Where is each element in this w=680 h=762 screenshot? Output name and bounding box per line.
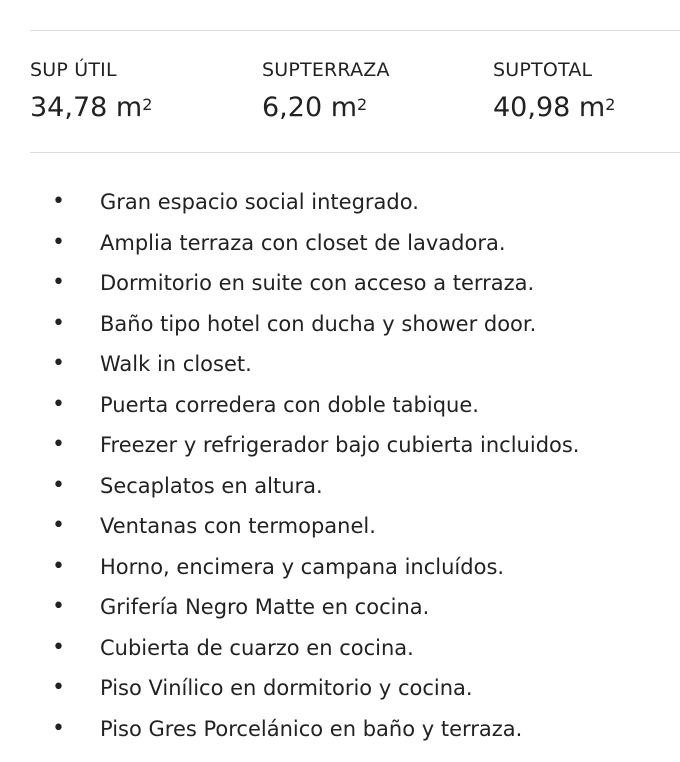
bullet-icon: • xyxy=(52,472,65,498)
bullet-icon: • xyxy=(52,675,65,700)
stat-label: SUPTOTAL xyxy=(493,59,593,81)
feature-text: Cubierta de cuarzo en cocina. xyxy=(100,635,414,660)
list-item xyxy=(0,182,680,223)
feature-text: Baño tipo hotel con ducha y shower door. xyxy=(100,311,537,336)
section-divider xyxy=(30,152,680,153)
top-divider xyxy=(30,30,680,31)
bullet-icon: • xyxy=(52,189,65,214)
bullet-icon: • xyxy=(52,310,65,336)
stat-value xyxy=(30,92,152,124)
list-item xyxy=(0,506,680,547)
feature-text: Piso Vinílico en dormitorio y cocina. xyxy=(100,676,473,700)
stat-value xyxy=(493,92,615,124)
stat-sup-util xyxy=(30,58,152,124)
stat-value-number: 40,98 m xyxy=(493,92,606,123)
list-item xyxy=(0,344,680,385)
bullet-icon: • xyxy=(52,513,65,538)
list-item xyxy=(0,223,680,264)
list-item xyxy=(0,466,680,507)
stat-value-unit-exponent: 2 xyxy=(357,95,368,114)
list-item xyxy=(0,385,680,426)
stat-label: SUP ÚTIL xyxy=(30,59,117,81)
surface-stats xyxy=(0,58,680,138)
list-item xyxy=(0,668,680,709)
feature-text: Amplia terraza con closet de lavadora. xyxy=(100,230,506,255)
stat-sup-terraza xyxy=(262,58,390,124)
stat-value xyxy=(262,92,390,124)
feature-text: Dormitorio en suite con acceso a terraza. xyxy=(100,271,535,295)
feature-text: Piso Gres Porcelánico en baño y terraza. xyxy=(100,716,523,741)
bullet-icon: • xyxy=(52,351,65,376)
list-item xyxy=(0,628,680,669)
bullet-icon: • xyxy=(52,634,65,660)
bullet-icon: • xyxy=(52,594,65,619)
bullet-icon: • xyxy=(52,715,65,741)
feature-text: Freezer y refrigerador bajo cubierta incluidos. xyxy=(100,433,580,457)
stat-value-number: 34,78 m xyxy=(30,92,143,123)
list-item xyxy=(0,304,680,345)
stat-value-unit-exponent: 2 xyxy=(605,95,616,114)
stat-sup-total xyxy=(493,58,615,124)
feature-text: Grifería Negro Matte en cocina. xyxy=(100,595,430,619)
list-item xyxy=(0,709,680,750)
feature-text: Puerta corredera con doble tabique. xyxy=(100,392,479,417)
list-item xyxy=(0,547,680,588)
feature-text: Horno, encimera y campana incluídos. xyxy=(100,554,505,579)
list-item xyxy=(0,425,680,466)
feature-list xyxy=(0,182,680,749)
feature-text: Secaplatos en altura. xyxy=(100,473,323,498)
list-item xyxy=(0,587,680,628)
bullet-icon: • xyxy=(52,391,65,417)
feature-text: Ventanas con termopanel. xyxy=(100,514,376,538)
list-item xyxy=(0,263,680,304)
bullet-icon: • xyxy=(52,432,65,457)
bullet-icon: • xyxy=(52,270,65,295)
stat-value-number: 6,20 m xyxy=(262,92,358,123)
feature-text: Gran espacio social integrado. xyxy=(100,190,419,214)
stat-value-unit-exponent: 2 xyxy=(142,95,153,114)
bullet-icon: • xyxy=(52,553,65,579)
feature-text: Walk in closet. xyxy=(100,352,252,376)
bullet-icon: • xyxy=(52,229,65,255)
stat-label: SUPTERRAZA xyxy=(262,59,390,81)
